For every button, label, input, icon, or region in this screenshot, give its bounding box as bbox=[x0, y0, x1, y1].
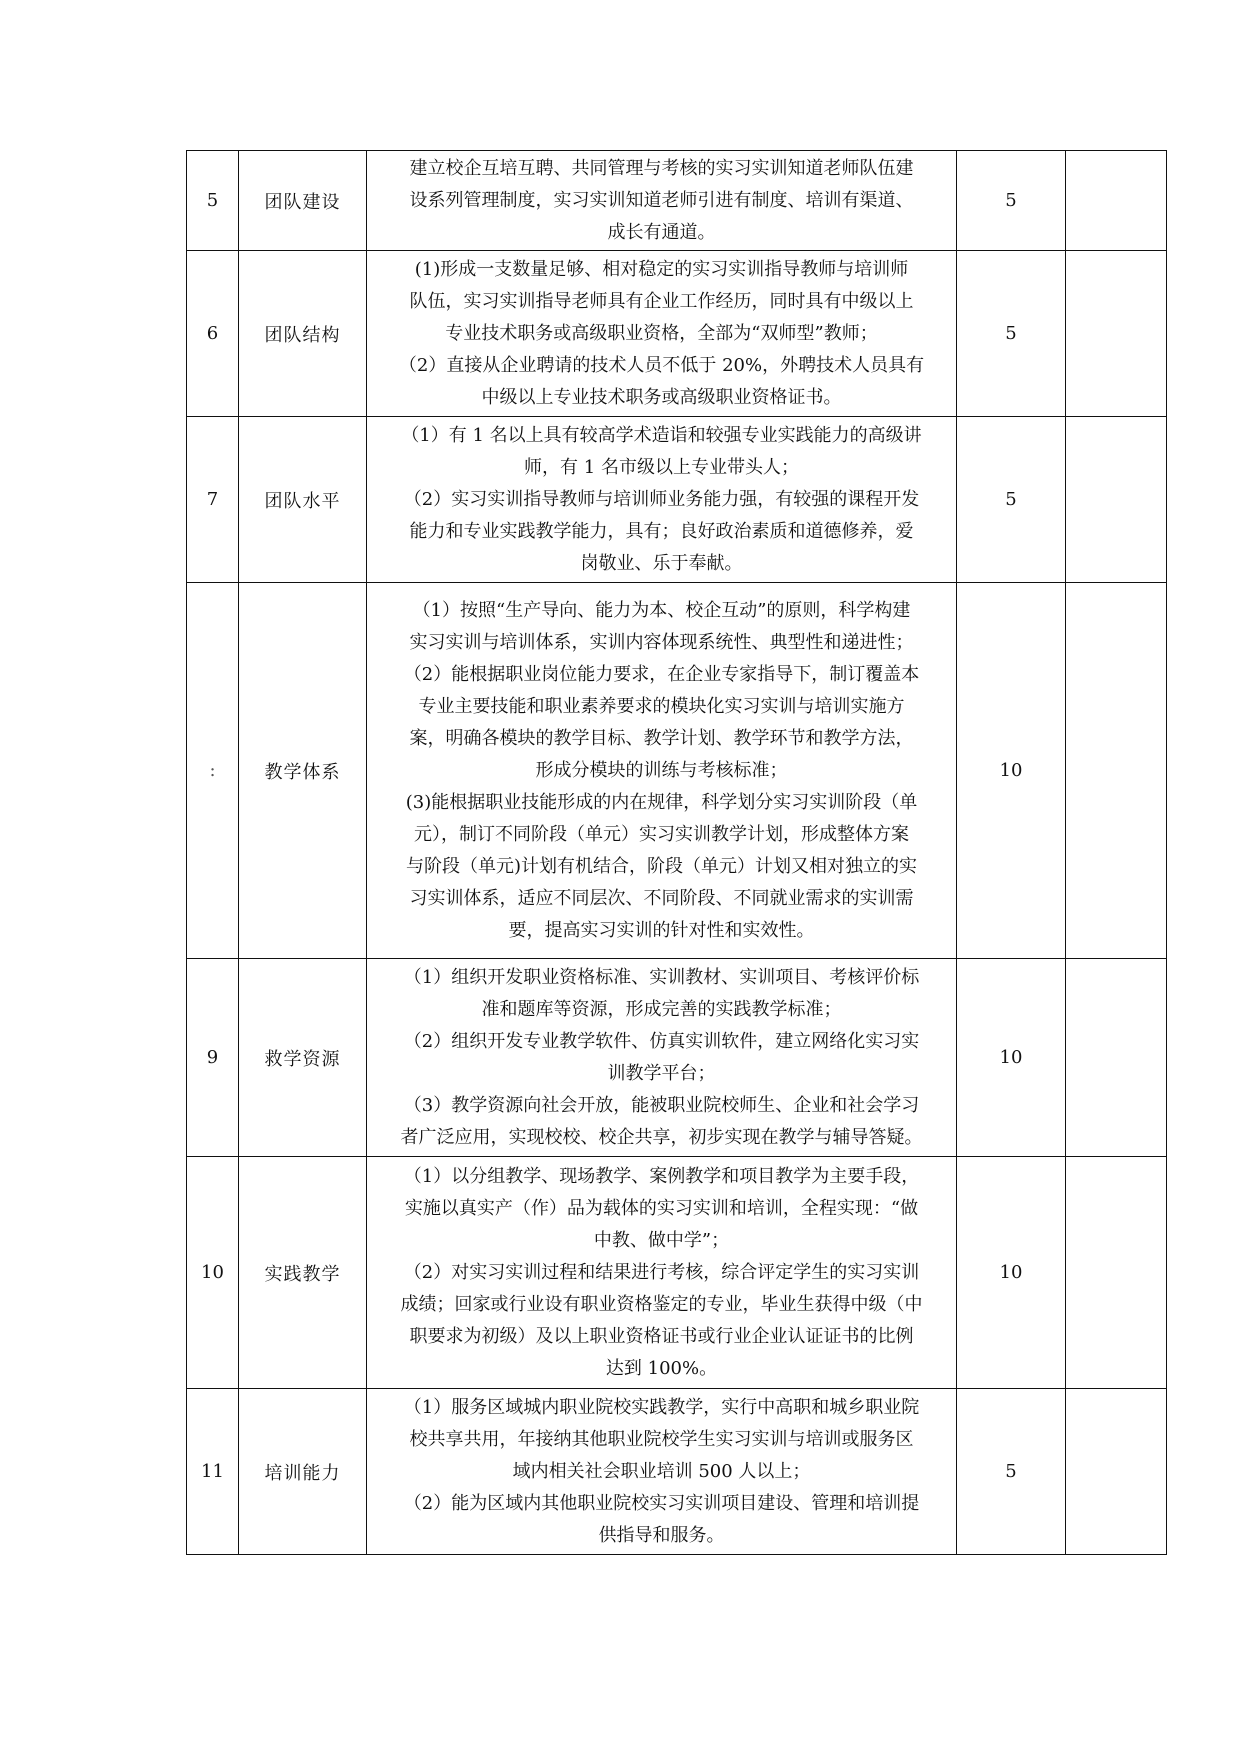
requirement-line: 训教学平台； bbox=[607, 1062, 716, 1084]
requirement-line: （1）按照“生产导向、能力为本、校企互动”的原则，科学构建 bbox=[412, 599, 911, 621]
requirement-line: （2）能根据职业岗位能力要求，在企业专家指导下，制订覆盖本 bbox=[403, 663, 920, 685]
table-body bbox=[187, 151, 1167, 1555]
item-requirements bbox=[367, 417, 957, 583]
item-requirements bbox=[367, 583, 957, 959]
requirement-line: （3）教学资源向社会开放，能被职业院校师生、企业和社会学习 bbox=[403, 1094, 920, 1116]
requirement-line: 专业技术职务或高级职业资格，全部为“双师型”教师； bbox=[445, 322, 878, 344]
requirement-line: （1）有 1 名以上具有较高学术造诣和较强专业实践能力的高级讲 bbox=[401, 424, 922, 446]
item-requirements bbox=[367, 959, 957, 1157]
item-score: 10 bbox=[957, 959, 1066, 1157]
table-row bbox=[187, 583, 1167, 959]
item-score: 5 bbox=[957, 251, 1066, 417]
table-row bbox=[187, 151, 1167, 251]
requirement-line: （1）服务区域城内职业院校实践教学，实行中高职和城乡职业院 bbox=[403, 1396, 920, 1418]
requirement-line: 职要求为初级）及以上职业资格证书或行业企业认证证书的比例 bbox=[409, 1325, 914, 1347]
row-number: 9 bbox=[187, 959, 239, 1157]
requirement-line: 中教、做中学”； bbox=[593, 1229, 730, 1251]
row-number: 7 bbox=[187, 417, 239, 583]
item-name: 团队结构 bbox=[239, 251, 367, 417]
requirement-line: 专业主要技能和职业素养要求的模块化实习实训与培训实施方 bbox=[418, 695, 905, 717]
item-name: 救学资源 bbox=[239, 959, 367, 1157]
item-score: 5 bbox=[957, 417, 1066, 583]
requirement-line: 供指导和服务。 bbox=[598, 1524, 725, 1546]
requirement-line: （2）能为区域内其他职业院校实习实训项目建设、管理和培训提 bbox=[403, 1492, 920, 1514]
row-number: 5 bbox=[187, 151, 239, 251]
requirement-line: （2）实习实训指导教师与培训师业务能力强，有较强的课程开发 bbox=[403, 488, 920, 510]
empty-score-cell bbox=[1066, 251, 1167, 417]
row-number: 6 bbox=[187, 251, 239, 417]
item-requirements bbox=[367, 151, 957, 251]
table-row bbox=[187, 417, 1167, 583]
empty-score-cell bbox=[1066, 417, 1167, 583]
item-requirements bbox=[367, 1157, 957, 1389]
evaluation-table bbox=[186, 150, 1167, 1555]
requirement-line: 要，提高实习实训的针对性和实效性。 bbox=[508, 919, 815, 941]
requirement-line: 校共享共用，年接纳其他职业院校学生实习实训与培训或服务区 bbox=[409, 1428, 914, 1450]
empty-score-cell bbox=[1066, 583, 1167, 959]
requirement-line: 案，明确各模块的教学目标、教学计划、教学环节和教学方法， bbox=[409, 727, 914, 749]
requirement-line: 域内相关社会职业培训 500 人以上； bbox=[512, 1460, 811, 1482]
item-score: 10 bbox=[957, 1157, 1066, 1389]
requirement-line: 元），制订不同阶段（单元）实习实训教学计划，形成整体方案 bbox=[414, 823, 909, 845]
item-score: 5 bbox=[957, 151, 1066, 251]
requirement-line: （2）直接从企业聘请的技术人员不低于 20%，外聘技术人员具有 bbox=[398, 354, 925, 376]
requirement-line: 成长有通道。 bbox=[607, 221, 716, 243]
item-score: 5 bbox=[957, 1389, 1066, 1555]
requirement-line: 师，有 1 名市级以上专业带头人； bbox=[524, 456, 799, 478]
row-number: 10 bbox=[187, 1157, 239, 1389]
requirement-line: 者广泛应用，实现校校、校企共享，初步实现在教学与辅导答疑。 bbox=[400, 1126, 923, 1148]
requirement-line: 达到 100%。 bbox=[605, 1357, 718, 1379]
empty-score-cell bbox=[1066, 1389, 1167, 1555]
requirement-line: 中级以上专业技术职务或高级职业资格证书。 bbox=[481, 386, 842, 408]
table-row bbox=[187, 1389, 1167, 1555]
requirement-line: 队伍，实习实训指导老师具有企业工作经历，同时具有中级以上 bbox=[409, 290, 914, 312]
requirement-line: 岗敬业、乐于奉献。 bbox=[580, 552, 743, 574]
requirement-line: （1）组织开发职业资格标准、实训教材、实训项目、考核评价标 bbox=[403, 966, 920, 988]
row-number: 11 bbox=[187, 1389, 239, 1555]
requirement-line: 实施以真实产（作）品为载体的实习实训和培训，全程实现：“做 bbox=[404, 1197, 919, 1219]
item-requirements bbox=[367, 1389, 957, 1555]
empty-score-cell bbox=[1066, 151, 1167, 251]
table-row bbox=[187, 959, 1167, 1157]
item-name: 教学体系 bbox=[239, 583, 367, 959]
requirement-line: （1）以分组教学、现场教学、案例教学和项目教学为主要手段， bbox=[403, 1165, 920, 1187]
requirement-line: 习实训体系，适应不同层次、不同阶段、不同就业需求的实训需 bbox=[409, 887, 914, 909]
requirement-line: 与阶段（单元)计划有机结合，阶段（单元）计划又相对独立的实 bbox=[405, 855, 918, 877]
requirement-line: （2）组织开发专业教学软件、仿真实训软件，建立网络化实习实 bbox=[403, 1030, 920, 1052]
requirement-line: (3)能根据职业技能形成的内在规律，科学划分实习实训阶段（单 bbox=[405, 791, 918, 813]
item-name: 实践教学 bbox=[239, 1157, 367, 1389]
requirement-line: （2）对实习实训过程和结果进行考核，综合评定学生的实习实训 bbox=[403, 1261, 920, 1283]
row-number: : bbox=[187, 583, 239, 959]
item-score: 10 bbox=[957, 583, 1066, 959]
requirement-line: 实习实训与培训体系，实训内容体现系统性、典型性和递进性； bbox=[409, 631, 914, 653]
requirement-line: 形成分模块的训练与考核标准； bbox=[535, 759, 788, 781]
requirement-line: 能力和专业实践教学能力，具有；良好政治素质和道德修养，爱 bbox=[409, 520, 914, 542]
requirement-line: 设系列管理制度，实习实训知道老师引进有制度、培训有渠道、 bbox=[409, 189, 914, 211]
table-row bbox=[187, 251, 1167, 417]
empty-score-cell bbox=[1066, 1157, 1167, 1389]
empty-score-cell bbox=[1066, 959, 1167, 1157]
item-requirements bbox=[367, 251, 957, 417]
requirement-line: (1)形成一支数量足够、相对稳定的实习实训指导教师与培训师 bbox=[414, 258, 909, 280]
item-name: 团队建设 bbox=[239, 151, 367, 251]
requirement-line: 准和题库等资源，形成完善的实践教学标准； bbox=[481, 998, 842, 1020]
requirement-line: 成绩；回家或行业设有职业资格鉴定的专业，毕业生获得中级（中 bbox=[400, 1293, 923, 1315]
requirement-line: 建立校企互培互聘、共同管理与考核的实习实训知道老师队伍建 bbox=[409, 157, 914, 179]
table-row bbox=[187, 1157, 1167, 1389]
item-name: 培训能力 bbox=[239, 1389, 367, 1555]
item-name: 团队水平 bbox=[239, 417, 367, 583]
